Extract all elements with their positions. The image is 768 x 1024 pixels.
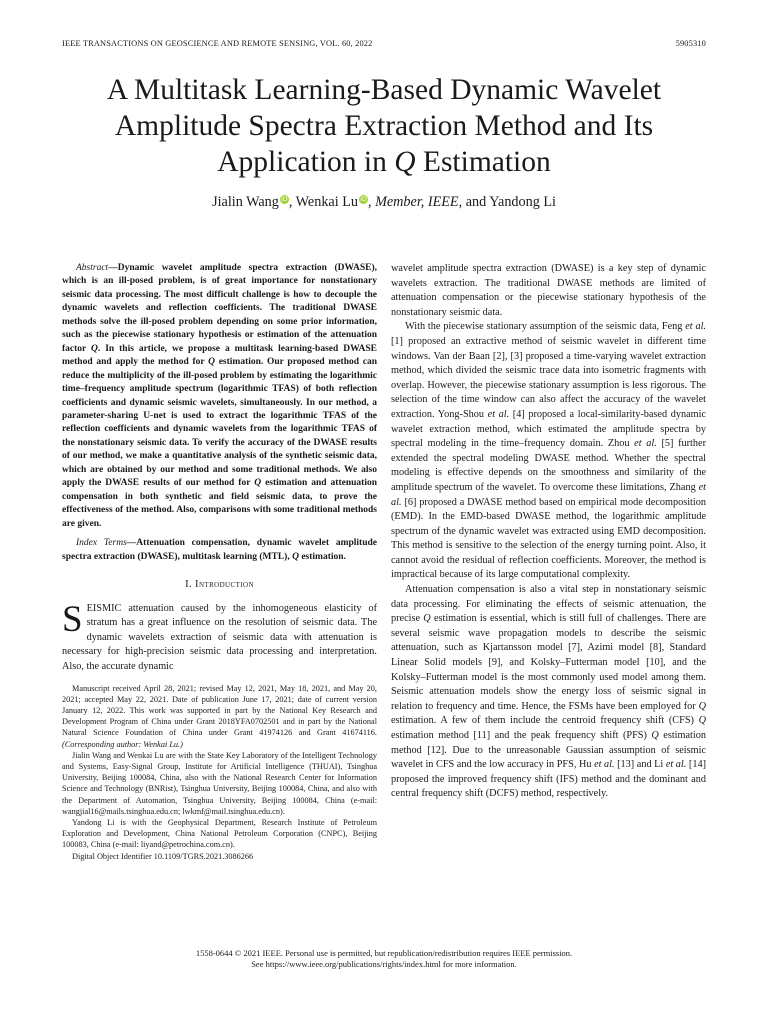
q-symbol: Q <box>254 478 262 489</box>
orcid-icon[interactable]: iD <box>280 195 288 203</box>
et-al: et al. <box>665 759 687 771</box>
index-terms-text: estimation. <box>298 551 346 562</box>
body-paragraph-3 <box>391 583 706 802</box>
author-jialin-wang: Jialin Wang <box>212 194 279 210</box>
abstract-text: Dynamic wavelet amplitude spectra extraction (DWASE), which is an ill-posed problem, is of great importance for nonstationary seismic data processing. The most difficult challenge is how to decouple the dynamic wavelets and reflection coefficients. The traditional DWASE methods solve the ill-posed problem depending on some prior information, such as the piecewise stationary hypothesis or estimation of the attenuation factor <box>62 263 377 354</box>
body-text: estimation method [11] and the peak frequency shift (PFS) <box>391 730 652 741</box>
footnotes <box>62 683 377 862</box>
title-line-3-suffix: Estimation <box>415 146 551 178</box>
section-title: Introduction <box>195 578 254 590</box>
running-head <box>62 39 706 51</box>
et-al: et al. <box>685 321 706 333</box>
author-yandong-li: , and Yandong Li <box>458 194 556 210</box>
title-q-symbol: Q <box>394 146 416 178</box>
copyright-line-1: 1558-0644 © 2021 IEEE. Personal use is permitted, but republication/redistribution requires IEEE permission. <box>195 948 573 958</box>
copyright-notice <box>62 948 706 971</box>
body-text: [14] proposed the improved frequency shift (IFS) method and the dominant and central frequency shift (DCFS) method, respectively. <box>391 759 707 800</box>
body-text: [13] and Li <box>614 759 666 771</box>
author-list <box>60 193 708 211</box>
q-symbol: Q <box>292 551 299 562</box>
body-paragraph-2 <box>391 320 706 583</box>
body-text: [6] proposed a DWASE method based on empirical mode decomposition (EMD). In the EMD-based DWASE method, the logarithmic amplitude spectrum of the dynamic wavelet was extracted using EMD decomposition. This method is sensitive to the selection of the energy turning point. Also, it cannot avoid the residual of reflection coefficients. Moreover, the method is impractical because of its large computational complexity. <box>391 496 706 581</box>
body-paragraph-1: wavelet amplitude spectra extraction (DWASE) is a key step of dynamic wavelets extraction. The traditional DWASE methods are limited of attenuation compensation or the piecewise stationary hypothesis of the nonstationary seismic data. <box>391 263 706 318</box>
corresponding-author: (Corresponding author: Wenkai Lu.) <box>62 739 183 749</box>
affiliation-footnote-1: Jialin Wang and Wenkai Lu are with the State Key Laboratory of the Intelligent Technology and Systems, Easy-Signal Group, Institute for Artificial Intelligence (THUAI), Tsinghua University, Beijing 100084, China, also with the National Research Center for Information Science and Technology (BNRist), Tsinghua University, Beijing 100084, China, and also with the Department of Automation, Tsinghua University, Beijing 100084, China (e-mail: wangjial16@mails.tsinghua.edu.cn; lwkmf@mail.tsinghua.edu.cn). <box>62 750 377 816</box>
q-symbol: Q <box>698 715 706 727</box>
body-text: estimation method [12]. Due to the unreasonable Gaussian assumption of seismic wavelet in CFS and the low accuracy in PFS, Hu <box>391 730 706 771</box>
intro-text: attenuation caused by the inhomogeneous elasticity of stratum has a great influence on the resolution of seismic data. The dynamic wavelets extraction of seismic data with attenuation is necessary for high-precision seismic data processing and interpretation. Also, the accurate dynamic <box>62 602 377 672</box>
article-number: 5905310 <box>675 39 706 48</box>
intro-first-word: EISMIC <box>86 602 122 614</box>
introduction-paragraph <box>62 598 377 675</box>
paper-title <box>60 72 708 180</box>
abstract-dash: — <box>108 263 118 273</box>
body-text: With the piecewise stationary assumption of the seismic data, Feng <box>405 321 686 333</box>
affiliation-footnote-2: Yandong Li is with the Geophysical Department, Research Institute of Petroleum Exploration and Development, China National Petroleum Corporation (CNPC), Beijing 100083, China (e-mail: liyand@petrochina.com.cn). <box>62 817 377 850</box>
copyright-line-2[interactable]: See https://www.ieee.org/publications/rights/index.html for more information. <box>251 959 517 970</box>
et-al: et al. <box>634 438 657 450</box>
et-al: et al. <box>487 408 510 420</box>
title-line-2: Amplitude Spectra Extraction Method and Its <box>114 110 654 142</box>
body-text: Attenuation compensation is also a vital step in nonstationary seismic data processing. For eliminating the effects of seismic attenuation, the precise <box>391 584 706 625</box>
index-terms <box>62 537 377 564</box>
drop-cap: S <box>62 598 83 640</box>
q-symbol: Q <box>651 730 659 741</box>
author-separator: , <box>367 194 376 210</box>
body-text: [5] further extended the spectral modeling DWASE method. Whether the spectral modeling is effective depends on the smoothness and similarity of the amplitude spectrum of the wavelet. To overcome these limitations, Zhang <box>391 438 706 493</box>
manuscript-dates: Manuscript received April 28, 2021; revised May 12, 2021, May 18, 2021, and May 20, 2021; accepted May 22, 2021. Date of publication June 17, 2021; date of current version January 12, 2022. This work was supported in part by the National Key Research and Development Program of China under Grant 2018YFA0702501 and in part by the National Natural Science Foundation of China under Grant 41974126 and Grant 41674116. <box>62 683 377 738</box>
right-column <box>391 262 706 802</box>
q-symbol: Q <box>698 700 706 712</box>
abstract-label: Abstract <box>76 263 109 273</box>
index-terms-dash: — <box>126 538 137 549</box>
q-symbol: Q <box>91 343 98 354</box>
author-membership: Member, IEEE <box>375 194 459 210</box>
abstract-text: . In this article, we propose a multitask learning-based DWASE method and apply the method for <box>62 343 378 368</box>
body-text: [1] proposed an extractive method of seismic wavelet in different time windows. Van der Baan [2], [3] proposed a time-varying wavelet extraction method, which divided the seismic trace data into isometric fragments with overlap. However, the piecewise stationary assumption is less rigorous. The selection of the time window can also affect the accuracy of the wavelet extraction. Yong-Shou <box>391 335 706 420</box>
author-wenkai-lu: , Wenkai Lu <box>288 194 358 210</box>
abstract <box>62 262 377 531</box>
q-symbol: Q <box>208 357 215 368</box>
title-line-3-prefix: Application in <box>217 146 395 178</box>
index-terms-label: Index Terms <box>76 538 127 549</box>
doi-footnote[interactable]: Digital Object Identifier 10.1109/TGRS.2021.3086266 <box>72 851 254 861</box>
et-al: et al. <box>594 759 615 771</box>
orcid-icon[interactable]: iD <box>360 195 367 203</box>
left-column <box>62 262 377 862</box>
body-text: estimation is essential, which is still full of challenges. There are several seismic wave propagation models to describe the seismic attenuation, such as Kjartansson model [7], Azimi model [8], Standard Linear Solid models [9], and Kolsky–Futterman model [10], and the Kolsky–Futterman model is the most commonly used model among them. Seismic attenuation models show the energy loss of seismic signal in relation to frequency and time. Hence, the FSMs have been employed for <box>391 613 706 712</box>
journal-name: IEEE TRANSACTIONS ON GEOSCIENCE AND REMOTE SENSING, VOL. 60, 2022 <box>62 39 373 48</box>
section-heading-introduction <box>62 578 377 593</box>
body-text: estimation. A few of them include the centroid frequency shift (CFS) <box>391 715 699 727</box>
section-numeral: I. <box>185 578 193 590</box>
index-terms-text: Attenuation compensation, dynamic wavelet amplitude spectra extraction (DWASE), multitask learning (MTL), <box>62 538 377 562</box>
title-line-1: A Multitask Learning-Based Dynamic Wavelet <box>106 74 662 106</box>
abstract-text: estimation. Our proposed method can reduce the multiplicity of the ill-posed problem by estimating the logarithmic time–frequency amplitude spectrum (logarithmic TFAS) of both reflection coefficients and dynamic seismic wavelets, simultaneously. In our method, a parameter-sharing U-net is used to extract the logarithmic TFAS of the reflection coefficients and dynamic wavelets from the logarithmic TFAS of the nonstationary seismic data. To verify the accuracy of the DWASE results of our method, we make a quantitative analysis of the synthetic seismic data, which are obtained by our method and some traditional methods. We also apply the DWASE results of our method for <box>62 357 377 489</box>
abstract-text: estimation and attenuation compensation in both synthetic and field seismic data, to prove the effectiveness of the method. Also, comparisons with some traditional methods are given. <box>62 478 378 529</box>
manuscript-footnote <box>62 683 377 750</box>
et-al: et al. <box>391 481 706 508</box>
body-text: [4] proposed a local-similarity-based dynamic wavelet extraction method, which estimated the amplitude spectra by spectral modeling in the time–frequency domain. Zhou <box>391 408 706 450</box>
q-symbol: Q <box>423 613 431 625</box>
